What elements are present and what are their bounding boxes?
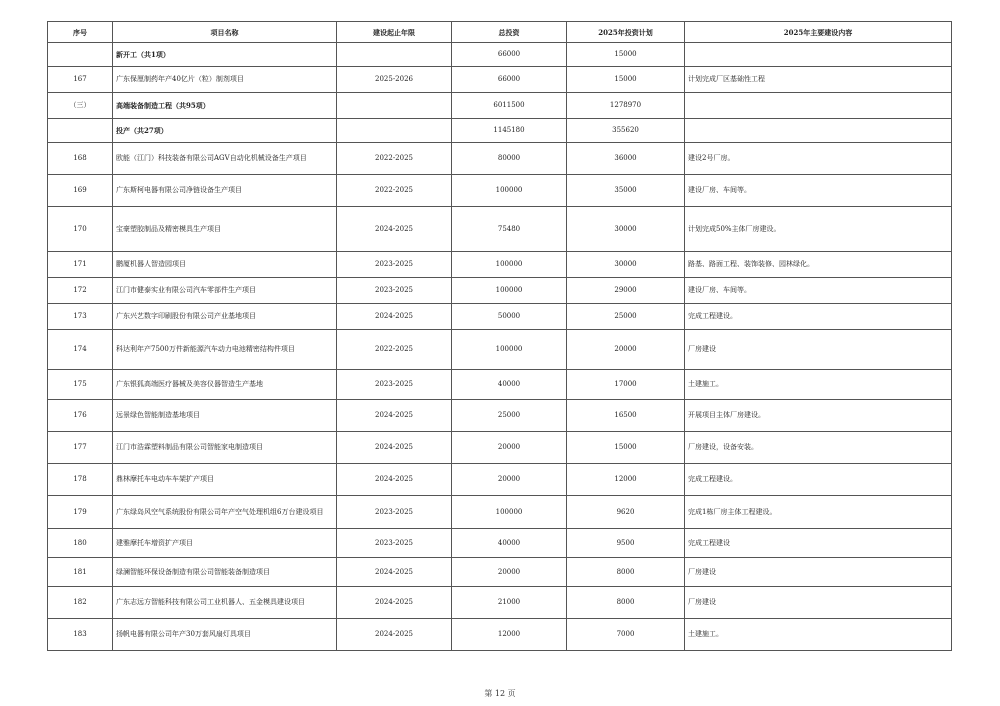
table-group-row — [48, 93, 952, 119]
cell-total-investment: 12000 — [452, 619, 567, 651]
table-row — [48, 175, 952, 207]
cell-content-2025 — [685, 119, 952, 143]
cell-plan-2025: 12000 — [567, 464, 685, 496]
cell-content-2025: 计划完成厂区基础性工程 — [685, 67, 952, 93]
table-row — [48, 330, 952, 370]
table-header-row — [48, 22, 952, 43]
cell-period: 2023-2025 — [337, 278, 452, 304]
cell-no: 178 — [48, 464, 113, 496]
cell-content-2025: 计划完成50%主体厂房建设。 — [685, 207, 952, 252]
cell-plan-2025: 355620 — [567, 119, 685, 143]
header-plan: 2025年投资计划 — [567, 22, 685, 43]
header-total: 总投资 — [452, 22, 567, 43]
cell-project-name: 绿澜智能环保设备制造有限公司智能装备制造项目 — [113, 558, 337, 587]
cell-period: 2024-2025 — [337, 619, 452, 651]
cell-plan-2025: 36000 — [567, 143, 685, 175]
table-row — [48, 619, 952, 651]
cell-total-investment: 20000 — [452, 432, 567, 464]
cell-total-investment: 100000 — [452, 330, 567, 370]
cell-period: 2024-2025 — [337, 207, 452, 252]
table-group-row — [48, 43, 952, 67]
table-row — [48, 370, 952, 400]
cell-project-name: 欧能（江门）科技装备有限公司AGV自动化机械设备生产项目 — [113, 143, 337, 175]
cell-no: 174 — [48, 330, 113, 370]
cell-project-name: 广东斯柯电器有限公司净链设备生产项目 — [113, 175, 337, 207]
cell-content-2025: 厂房建设，设备安装。 — [685, 432, 952, 464]
cell-total-investment: 66000 — [452, 67, 567, 93]
table-row — [48, 207, 952, 252]
cell-no: 172 — [48, 278, 113, 304]
table-body — [48, 43, 952, 651]
cell-no: 170 — [48, 207, 113, 252]
page-number: 第 12 页 — [484, 689, 516, 698]
cell-total-investment: 66000 — [452, 43, 567, 67]
table-row — [48, 143, 952, 175]
cell-plan-2025: 20000 — [567, 330, 685, 370]
cell-project-name: 高端装备制造工程（共95项） — [113, 93, 337, 119]
cell-total-investment: 75480 — [452, 207, 567, 252]
cell-period — [337, 43, 452, 67]
cell-content-2025: 厂房建设 — [685, 587, 952, 619]
cell-no: 173 — [48, 304, 113, 330]
cell-no: 179 — [48, 496, 113, 529]
cell-plan-2025: 1278970 — [567, 93, 685, 119]
cell-content-2025: 建设2号厂房。 — [685, 143, 952, 175]
cell-plan-2025: 9500 — [567, 529, 685, 558]
cell-project-name: 广东绿岛风空气系统股份有限公司年产空气处理机组6万台建设项目 — [113, 496, 337, 529]
cell-content-2025: 厂房建设 — [685, 330, 952, 370]
cell-content-2025: 建设厂房、车间等。 — [685, 278, 952, 304]
table-row — [48, 278, 952, 304]
cell-project-name: 鹏厦机器人智造园项目 — [113, 252, 337, 278]
cell-plan-2025: 8000 — [567, 587, 685, 619]
cell-project-name: 广东兴艺数字印刷股份有限公司产业基地项目 — [113, 304, 337, 330]
cell-project-name: 广东银狐高端医疗器械及美容仪器智造生产基地 — [113, 370, 337, 400]
table-row — [48, 400, 952, 432]
cell-plan-2025: 30000 — [567, 207, 685, 252]
cell-plan-2025: 35000 — [567, 175, 685, 207]
cell-project-name: 宝豪塑胶制品及精密模具生产项目 — [113, 207, 337, 252]
cell-plan-2025: 30000 — [567, 252, 685, 278]
cell-content-2025: 厂房建设 — [685, 558, 952, 587]
table-row — [48, 558, 952, 587]
cell-period: 2022-2025 — [337, 330, 452, 370]
table-row — [48, 67, 952, 93]
cell-content-2025 — [685, 93, 952, 119]
cell-period: 2023-2025 — [337, 529, 452, 558]
cell-content-2025: 土建施工。 — [685, 619, 952, 651]
cell-total-investment: 20000 — [452, 558, 567, 587]
cell-content-2025: 土建施工。 — [685, 370, 952, 400]
cell-period: 2022-2025 — [337, 175, 452, 207]
cell-content-2025: 建设厂房、车间等。 — [685, 175, 952, 207]
cell-project-name: 广东保厘制药年产40亿片（粒）制剂项目 — [113, 67, 337, 93]
cell-total-investment: 100000 — [452, 252, 567, 278]
header-no: 序号 — [48, 22, 113, 43]
table-row — [48, 587, 952, 619]
table-row — [48, 304, 952, 330]
cell-no: 169 — [48, 175, 113, 207]
cell-total-investment: 1145180 — [452, 119, 567, 143]
cell-total-investment: 21000 — [452, 587, 567, 619]
header-content: 2025年主要建设内容 — [685, 22, 952, 43]
cell-period: 2024-2025 — [337, 432, 452, 464]
cell-no: 180 — [48, 529, 113, 558]
cell-content-2025: 完成1栋厂房主体工程建设。 — [685, 496, 952, 529]
cell-total-investment: 40000 — [452, 529, 567, 558]
cell-period: 2024-2025 — [337, 400, 452, 432]
cell-plan-2025: 29000 — [567, 278, 685, 304]
cell-plan-2025: 15000 — [567, 43, 685, 67]
cell-project-name: 广东志远方智能科技有限公司工业机器人、五金模具建设项目 — [113, 587, 337, 619]
cell-project-name: 新开工（共1项） — [113, 43, 337, 67]
cell-project-name: 投产（共27项） — [113, 119, 337, 143]
cell-plan-2025: 25000 — [567, 304, 685, 330]
cell-content-2025: 完成工程建设 — [685, 529, 952, 558]
table-group-row — [48, 119, 952, 143]
cell-period: 2024-2025 — [337, 304, 452, 330]
cell-no: 177 — [48, 432, 113, 464]
cell-plan-2025: 7000 — [567, 619, 685, 651]
table-row — [48, 432, 952, 464]
cell-project-name: 远景绿色智能制造基地项目 — [113, 400, 337, 432]
cell-no — [48, 119, 113, 143]
cell-plan-2025: 9620 — [567, 496, 685, 529]
cell-no: 181 — [48, 558, 113, 587]
cell-total-investment: 80000 — [452, 143, 567, 175]
cell-period: 2024-2025 — [337, 587, 452, 619]
cell-total-investment: 100000 — [452, 175, 567, 207]
table-row — [48, 529, 952, 558]
cell-project-name: 江门市浩霖塑料制品有限公司智能家电制造项目 — [113, 432, 337, 464]
cell-project-name: 江门市健泰实业有限公司汽车零部件生产项目 — [113, 278, 337, 304]
cell-no: 167 — [48, 67, 113, 93]
cell-no — [48, 43, 113, 67]
cell-period: 2022-2025 — [337, 143, 452, 175]
cell-content-2025: 完成工程建设。 — [685, 464, 952, 496]
cell-no: 175 — [48, 370, 113, 400]
cell-total-investment: 25000 — [452, 400, 567, 432]
table-row — [48, 496, 952, 529]
cell-period: 2024-2025 — [337, 464, 452, 496]
cell-plan-2025: 8000 — [567, 558, 685, 587]
table-row — [48, 252, 952, 278]
project-table — [47, 21, 952, 651]
cell-period — [337, 119, 452, 143]
cell-project-name: 科达利年产7500万件新能源汽车动力电池精密结构件项目 — [113, 330, 337, 370]
cell-no: 182 — [48, 587, 113, 619]
cell-period — [337, 93, 452, 119]
header-name: 项目名称 — [113, 22, 337, 43]
cell-project-name: 建雅摩托车增资扩产项目 — [113, 529, 337, 558]
cell-total-investment: 40000 — [452, 370, 567, 400]
cell-period: 2023-2025 — [337, 370, 452, 400]
cell-period: 2023-2025 — [337, 252, 452, 278]
cell-period: 2023-2025 — [337, 496, 452, 529]
cell-period: 2024-2025 — [337, 558, 452, 587]
cell-period: 2025-2026 — [337, 67, 452, 93]
cell-total-investment: 100000 — [452, 278, 567, 304]
cell-no: 183 — [48, 619, 113, 651]
cell-plan-2025: 16500 — [567, 400, 685, 432]
cell-plan-2025: 15000 — [567, 432, 685, 464]
header-period: 建设起止年限 — [337, 22, 452, 43]
cell-total-investment: 100000 — [452, 496, 567, 529]
cell-no: （三） — [48, 93, 113, 119]
cell-content-2025 — [685, 43, 952, 67]
cell-no: 171 — [48, 252, 113, 278]
cell-total-investment: 20000 — [452, 464, 567, 496]
cell-plan-2025: 17000 — [567, 370, 685, 400]
cell-no: 168 — [48, 143, 113, 175]
cell-content-2025: 开展项目主体厂房建设。 — [685, 400, 952, 432]
cell-plan-2025: 15000 — [567, 67, 685, 93]
table-row — [48, 464, 952, 496]
cell-content-2025: 路基、路面工程、装饰装修、园林绿化。 — [685, 252, 952, 278]
cell-total-investment: 50000 — [452, 304, 567, 330]
cell-project-name: 鼎林摩托车电动车车架扩产项目 — [113, 464, 337, 496]
cell-total-investment: 6011500 — [452, 93, 567, 119]
cell-content-2025: 完成工程建设。 — [685, 304, 952, 330]
cell-project-name: 扬帆电器有限公司年产30万套风扇灯具项目 — [113, 619, 337, 651]
cell-no: 176 — [48, 400, 113, 432]
